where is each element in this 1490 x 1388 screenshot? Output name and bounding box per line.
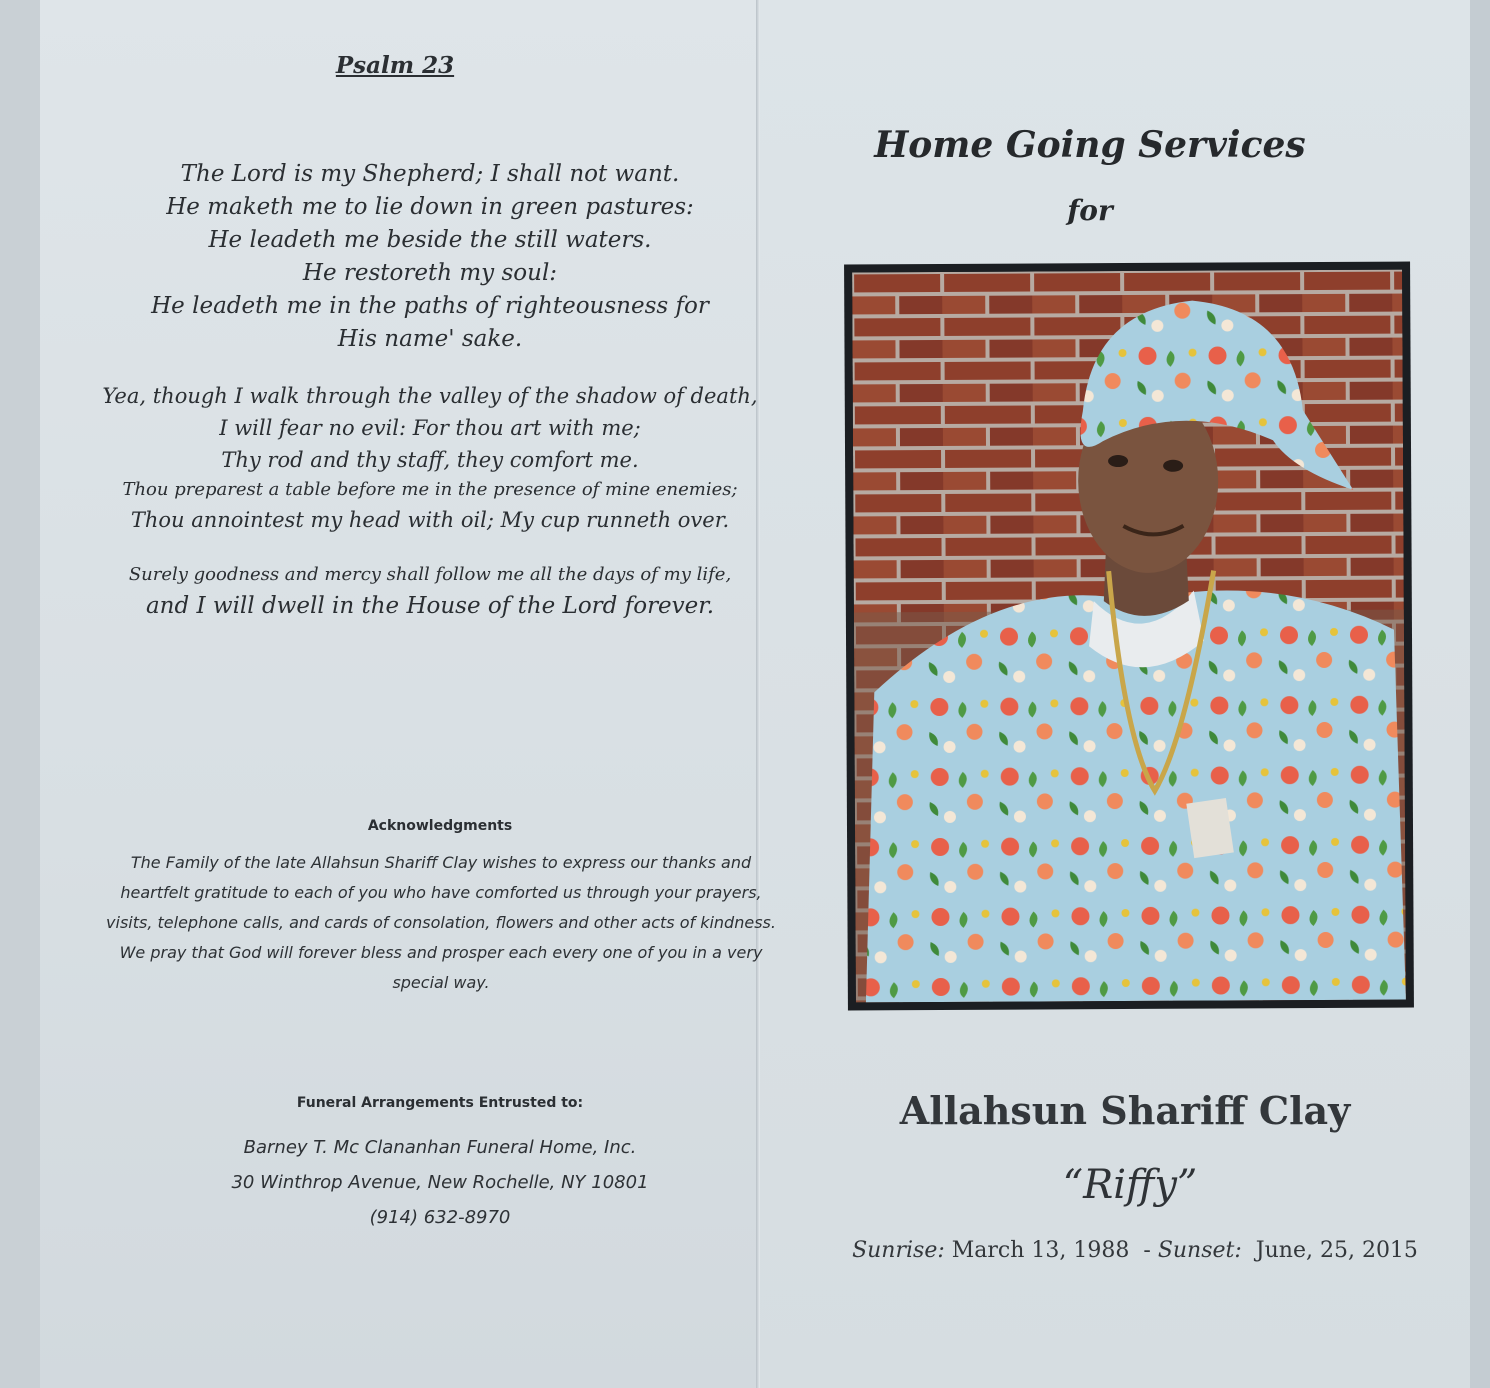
acknowledgments-line: The Family of the late Allahsun Shariff Clay wishes to express our thanks and	[130, 853, 752, 872]
sunset-date: June, 25, 2015	[1255, 1238, 1418, 1263]
memorial-portrait	[844, 262, 1414, 1011]
verse-line: He leadeth me in the paths of righteousness for	[151, 293, 709, 319]
date-separator: -	[1143, 1238, 1151, 1263]
verse-line: He leadeth me beside the still waters.	[208, 227, 652, 253]
verse-line: Thou annointest my head with oil; My cup runneth over.	[130, 508, 730, 532]
psalm-stanza-2	[90, 380, 770, 536]
verse-line: and I will dwell in the House of the Lord forever.	[145, 593, 715, 619]
funeral-home-phone: (914) 632-8970	[369, 1207, 511, 1228]
sunset-label: Sunset:	[1157, 1238, 1242, 1263]
acknowledgments-line: We pray that God will forever bless and prosper each every one of you in a very	[119, 943, 763, 962]
verse-line: He restoreth my soul:	[302, 260, 558, 286]
verse-line: Thou preparest a table before me in the presence of mine enemies;	[122, 479, 738, 500]
sunrise-date: March 13, 1988	[951, 1238, 1130, 1263]
verse-line: The Lord is my Shepherd; I shall not want.	[180, 161, 680, 187]
verse-line: His name' sake.	[337, 326, 523, 352]
acknowledgments-heading: Acknowledgments	[367, 818, 513, 834]
funeral-home-name: Barney T. Mc Clananhan Funeral Home, Inc.	[243, 1137, 637, 1158]
cover-for: for	[1067, 194, 1113, 227]
sunrise-label: Sunrise:	[852, 1238, 945, 1263]
verse-line: Thy rod and thy staff, they comfort me.	[221, 448, 639, 472]
arrangements-heading: Funeral Arrangements Entrusted to:	[296, 1095, 584, 1111]
verse-line: I will fear no evil: For thou art with me;	[219, 416, 641, 440]
left-page-edge	[0, 0, 40, 1388]
deceased-name: Allahsun Shariff Clay	[899, 1088, 1351, 1133]
cover-title: Home Going Services	[874, 124, 1306, 166]
acknowledgments-line: heartfelt gratitude to each of you who have comforted us through your prayers,	[120, 883, 762, 902]
portrait-illustration	[852, 270, 1406, 1003]
verse-line: Surely goodness and mercy shall follow me all the days of my life,	[128, 564, 732, 585]
verse-line: He maketh me to lie down in green pastures:	[166, 194, 694, 220]
psalm-stanza-3	[90, 560, 770, 622]
life-dates	[850, 1238, 1420, 1263]
funeral-home-info	[200, 1130, 680, 1235]
acknowledgments-text	[96, 848, 786, 998]
psalm-stanza-1	[90, 158, 770, 356]
acknowledgments-line: special way.	[392, 973, 490, 992]
deceased-nickname: “Riffy”	[1062, 1162, 1198, 1208]
funeral-home-address: 30 Winthrop Avenue, New Rochelle, NY 10801	[231, 1172, 649, 1193]
right-page-edge	[1470, 0, 1490, 1388]
psalm-title: Psalm 23	[335, 52, 455, 79]
acknowledgments-line: visits, telephone calls, and cards of consolation, flowers and other acts of kindness.	[106, 913, 776, 932]
verse-line: Yea, though I walk through the valley of the shadow of death,	[102, 384, 758, 408]
